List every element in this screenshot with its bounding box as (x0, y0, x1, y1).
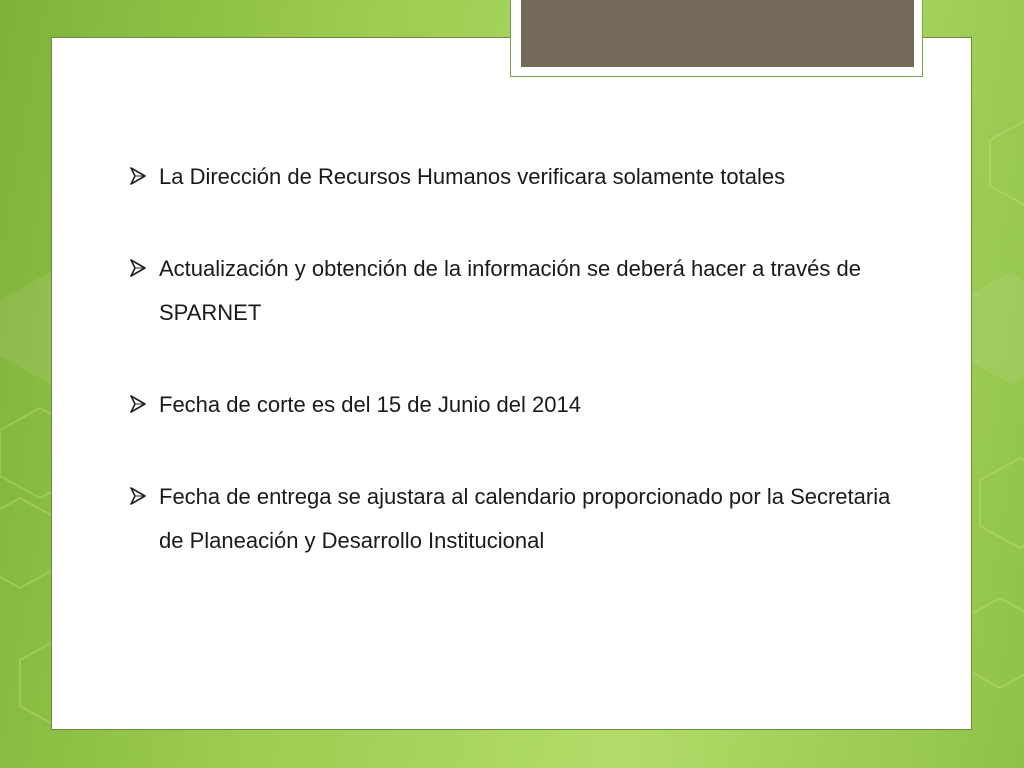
arrow-bullet-icon (130, 487, 146, 505)
arrow-bullet-icon (130, 167, 146, 185)
list-item (130, 475, 910, 563)
bullet-list (130, 155, 910, 611)
bullet-text: La Dirección de Recursos Humanos verificara solamente totales (159, 164, 786, 189)
title-placeholder (521, 0, 914, 67)
bullet-text: Fecha de corte es del 15 de Junio del 2014 (159, 392, 581, 417)
arrow-bullet-icon (130, 259, 146, 277)
title-placeholder-tab (510, 0, 923, 77)
arrow-bullet-icon (130, 395, 146, 413)
list-item (130, 383, 910, 427)
list-item (130, 247, 910, 335)
list-item (130, 155, 910, 199)
bullet-text: Actualización y obtención de la información se deberá hacer a través de SPARNET (159, 256, 861, 325)
bullet-text: Fecha de entrega se ajustara al calendario proporcionado por la Secretaria de Planeación y Desarrollo Institucional (159, 484, 891, 553)
